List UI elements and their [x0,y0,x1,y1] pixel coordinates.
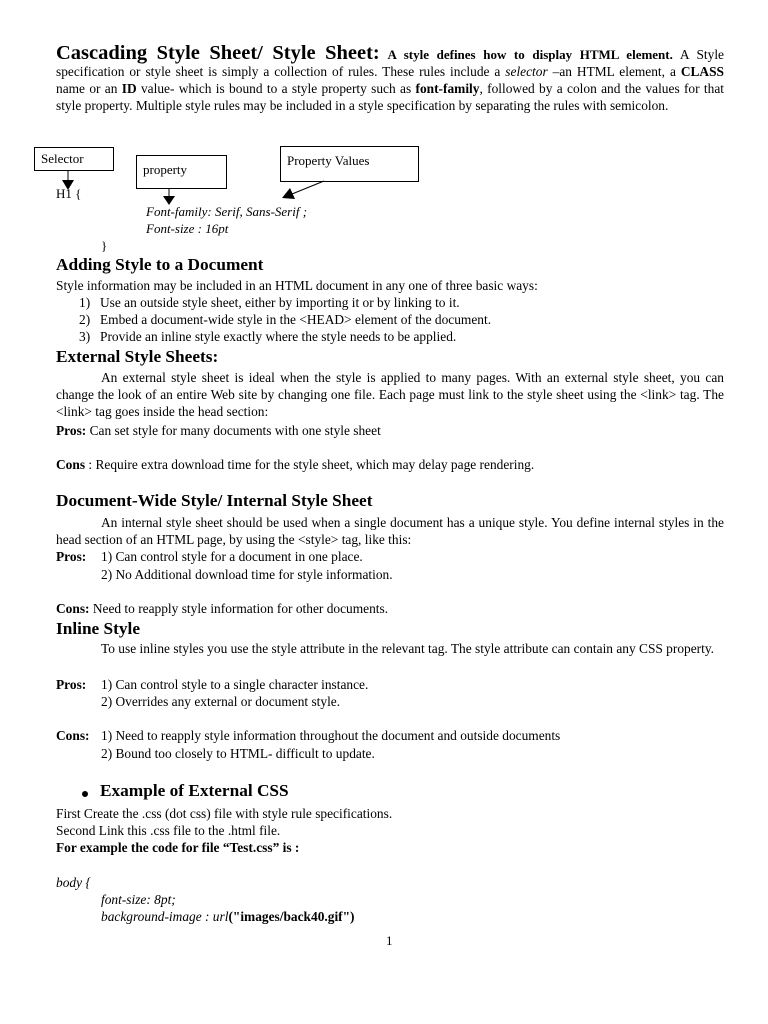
intro-class-word: CLASS [680,64,724,79]
bullet-icon [82,791,88,797]
inline-cons-1 [56,727,560,744]
intro-text: name or an [56,81,122,96]
intro-lead: A style defines how to display HTML element. [387,47,673,62]
intro-text: A Style specification or style sheet is simply a collection of rules. These rules include a [56,47,724,79]
inline-body: To use inline styles you use the style attribute in the relevant tag. The style attribute can contain any CSS property. [101,641,715,656]
internal-pros-1 [56,548,363,565]
section-heading-adding-style: Adding Style to a Document [56,255,264,274]
list-item-text: Use an outside style sheet, either by importing it or by linking to it. [100,295,460,310]
intro-text: value- which is bound to a style property such as [136,81,416,96]
external-body: An external style sheet is ideal when the style is applied to many pages. With an external style sheet, you can change the look of an entire Web site by changing one file. Each page must link to the style sheet using the <link> tag. The <link> tag goes inside the head section: [56,370,724,419]
list-item [56,328,724,345]
internal-cons [56,600,388,617]
cons-text: : Require extra download time for the style sheet, which may delay page rendering. [85,457,535,472]
code-close-brace: } [101,238,108,253]
list-item-number: 3) [79,329,91,344]
cons-label: Cons: [56,601,90,616]
example-line-2: Second Link this .css file to the .html file. [56,823,281,838]
cons-item: 2) Bound too closely to HTML- difficult to update. [101,746,375,761]
list-item [56,294,724,311]
intro-text: –an HTML element, a [547,64,681,79]
internal-body: An internal style sheet should be used when a single document has a unique style. You define internal styles in the head section of an HTML page, by using the <style> tag, like this: [56,515,724,547]
adding-methods-list [56,294,724,345]
values-arrow-line [292,181,324,194]
list-item [56,311,724,328]
example-heading-row [56,782,724,804]
external-pros [56,422,381,439]
list-item-text: Embed a document-wide style in the <HEAD> element of the document. [100,312,492,327]
cons-text: Need to reapply style information for other documents. [89,601,389,616]
section-heading-inline: Inline Style [56,619,141,638]
inline-pros-2 [56,693,340,710]
example-line-1: First Create the .css (dot css) file with style rule specifications. [56,806,393,821]
page-number: 1 [386,933,393,948]
intro-id-word: ID [121,81,137,96]
property-values-label-box: Property Values [280,146,419,182]
pros-label: Pros: [56,423,87,438]
pros-text: Can set style for many documents with one style sheet [86,423,381,438]
pros-label: Pros: [56,677,87,692]
code-value: ("images/back40.gif") [228,909,355,924]
diagram-arrows [0,0,768,260]
code-declaration-font-family: Font-family: Serif, Sans-Serif ; [146,204,308,219]
inline-pros-1 [56,676,368,693]
example-code-line-2: font-size: 8pt; [101,892,176,907]
internal-pros-2 [56,566,393,583]
external-cons [56,456,534,473]
inline-cons-2 [56,745,375,762]
pros-label: Pros: [56,549,87,564]
pros-item: 1) Can control style to a single character instance. [101,677,369,692]
intro-font-family-word: font-family [415,81,480,96]
list-item-text: Provide an inline style exactly where the style needs to be applied. [100,329,457,344]
intro-text: , followed by a colon and the values for that style property. Multiple style rules may be included in a style specification by separating the rules with semicolon. [56,81,724,113]
list-item-number: 1) [79,295,91,310]
pros-item: 1) Can control style for a document in one place. [101,549,363,564]
example-code-line-3 [101,908,355,925]
example-code-line-1: body { [56,875,91,890]
example-line-3: For example the code for file “Test.css” is : [56,840,300,855]
code-property: background-image : url [101,909,229,924]
section-heading-example: Example of External CSS [100,781,289,800]
selector-label-box: Selector [34,147,114,171]
cons-item: 1) Need to reapply style information throughout the document and outside documents [101,728,561,743]
adding-intro: Style information may be included in an HTML document in any one of three basic ways: [56,278,538,293]
code-declaration-font-size: Font-size : 16pt [146,221,229,236]
section-heading-internal: Document-Wide Style/ Internal Style Sheet [56,491,373,510]
cons-label: Cons: [56,728,90,743]
pros-item: 2) Overrides any external or document style. [101,694,341,709]
list-item-number: 2) [79,312,91,327]
document-title: Cascading Style Sheet/ Style Sheet: [56,42,380,64]
cons-label: Cons [56,457,86,472]
section-heading-external: External Style Sheets: [56,347,219,366]
code-selector-open: H1 { [56,186,82,201]
property-label-box: property [136,155,227,189]
pros-item: 2) No Additional download time for style information. [101,567,393,582]
intro-selector-word: selector [505,64,548,79]
